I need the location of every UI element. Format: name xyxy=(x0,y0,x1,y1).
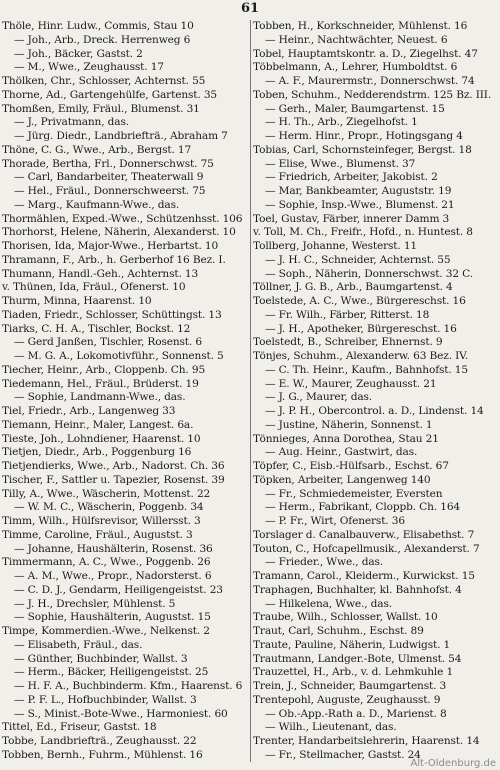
directory-entry: Tobias, Carl, Schornsteinfeger, Bergst. 18 xyxy=(253,143,472,156)
directory-entry: — J. H. C., Schneider, Achternst. 55 xyxy=(265,253,451,266)
watermark: Alt-Oldenburg.de xyxy=(410,758,496,769)
directory-entry: — Jürg. Diedr., Landbriefträ., Abraham 7 xyxy=(14,130,228,142)
directory-entry: — J. H., Apotheker, Bürgereschst. 16 xyxy=(265,322,457,335)
directory-entry: Tiecher, Heinr., Arb., Cloppenb. Ch. 95 xyxy=(2,363,206,376)
directory-entry: — Herm. Hinr., Propr., Hotingsgang 4 xyxy=(265,130,463,142)
directory-entry: — Gerd Janßen, Tischler, Rosenst. 6 xyxy=(14,336,202,349)
directory-entry: Tilly, A., Wwe., Wäscherin, Mottenst. 22 xyxy=(2,487,211,500)
directory-entry: Trenter, Handarbeitslehrerin, Haarenst. 14 xyxy=(253,735,480,747)
directory-entry: — H. F. A., Buchbinderm. Kfm., Haarenst. 6 xyxy=(14,680,243,692)
directory-entry: Touton, C., Hofcapellmusik., Alexanderst. 7 xyxy=(253,542,480,555)
directory-entry: Töllner, J. G. B., Arb., Baumgartenst. 4 xyxy=(253,281,453,294)
directory-entry: Toelstede, A. C., Wwe., Bürgereschst. 16 xyxy=(253,295,466,307)
directory-entry: Tiel, Friedr., Arb., Langenweg 33 xyxy=(2,405,176,417)
directory-entry: — Günther, Buchbinder, Wallst. 3 xyxy=(14,652,188,665)
directory-entry: — Frieder., Wwe., das. xyxy=(265,556,384,569)
directory-entry: Thorhorst, Helene, Näherin, Alexanderst. 10 xyxy=(2,226,236,239)
directory-entry: Tramann, Carol., Kleiderm., Kurwickst. 15 xyxy=(253,570,475,582)
directory-entry: Tobel, Hauptamtskontr. a. D., Ziegelhst. 47 xyxy=(253,47,478,60)
directory-entry: Tittel, Ed., Friseur, Gastst. 18 xyxy=(2,721,157,734)
column-divider xyxy=(250,20,251,762)
directory-entry: Tönjes, Schuhm., Alexanderw. 63 Bez. IV. xyxy=(253,350,469,362)
directory-entry: — Joh., Bäcker, Gastst. 2 xyxy=(14,47,143,60)
directory-entry: Tietjendierks, Wwe., Arb., Nadorst. Ch. 36 xyxy=(2,460,225,472)
directory-entry: — Gerh., Maler, Baumgartenst. 15 xyxy=(265,102,445,115)
directory-entry: Tobben, H., Korkschneider, Mühlenst. 16 xyxy=(253,20,468,32)
directory-entry: Traphagen, Buchhalter, kl. Bahnhofst. 4 xyxy=(253,583,462,596)
directory-entry: Thöne, C. G., Wwe., Arb., Bergst. 17 xyxy=(2,143,192,156)
directory-entry: Tieste, Joh., Lohndiener, Haarenst. 10 xyxy=(2,432,201,445)
directory-entry: — Heinr., Nachtwächter, Neuest. 6 xyxy=(265,33,448,46)
directory-entry: Traute, Pauline, Näherin, Ludwigst. 1 xyxy=(253,638,451,651)
directory-entry: — M., Wwe., Zeughausst. 17 xyxy=(14,61,164,74)
directory-entry: — P. Fr., Wirt, Ofenerst. 36 xyxy=(265,515,405,527)
directory-entry: Timme, Caroline, Fräul., Augustst. 3 xyxy=(2,528,193,541)
directory-entry: Többelmann, A., Lehrer, Humboldtst. 6 xyxy=(253,61,458,74)
directory-entry: Thumann, Handl.-Geh., Achternst. 13 xyxy=(2,267,199,280)
directory-entry: Toben, Schuhm., Nedderendstrm. 125 Bz. III. xyxy=(253,88,492,101)
directory-entry: Thölken, Chr., Schlosser, Achternst. 55 xyxy=(2,75,206,87)
directory-entry: — Marg., Kaufmann-Wwe., das. xyxy=(14,198,180,211)
directory-entry: Tollberg, Johanne, Westerst. 11 xyxy=(253,240,418,252)
directory-entry: Thurm, Minna, Haarenst. 10 xyxy=(2,295,152,307)
directory-entry: Thöle, Hinr. Ludw., Commis, Stau 10 xyxy=(2,20,194,32)
directory-entry: Timm, Wilh., Hülfsrevisor, Willersst. 3 xyxy=(2,515,201,527)
directory-entry: Timpe, Kommerdien.-Wwe., Nelkenst. 2 xyxy=(2,625,210,637)
directory-entry: — Justine, Näherin, Sonnenst. 1 xyxy=(265,418,433,431)
directory-entry: — W. M. C., Wäscherin, Poggenb. 34 xyxy=(14,501,204,514)
directory-entry: — A. M., Wwe., Propr., Nadorsterst. 6 xyxy=(14,570,212,582)
directory-entry: Töpfer, C., Eisb.-Hülfsarb., Eschst. 67 xyxy=(253,460,449,472)
directory-entry: — J. P. H., Obercontrol. a. D., Lindenst. 14 xyxy=(265,405,484,417)
directory-entry: — M. G. A., Lokomotivführ., Sonnenst. 5 xyxy=(14,350,224,362)
directory-entry: — H. Th., Arb., Ziegelhofst. 1 xyxy=(265,116,418,129)
directory-entry: Thorisen, Ida, Major-Wwe., Herbartst. 10 xyxy=(2,240,219,252)
directory-entry: Thomßen, Emily, Fräul., Blumenst. 31 xyxy=(2,102,200,115)
directory-entry: Trautmann, Landger.-Bote, Ulmenst. 54 xyxy=(253,652,462,665)
directory-entry: Thorne, Ad., Gartengehülfe, Gartenst. 35 xyxy=(2,88,217,101)
directory-entry: v. Toll, M. Ch., Freifr., Hofd., n. Huntest. 8 xyxy=(253,226,473,239)
directory-entry: Traube, Wilh., Schlosser, Wallst. 10 xyxy=(253,611,438,624)
directory-entry: — Fr., Stellmacher, Gastst. 24 xyxy=(265,748,421,761)
directory-entry: — C. Th. Heinr., Kaufm., Bahnhofst. 15 xyxy=(265,363,468,376)
directory-entry: Toel, Gustav, Färber, innerer Damm 3 xyxy=(253,212,450,225)
directory-entry: — Friedrich, Arbeiter, Jakobist. 2 xyxy=(265,171,438,184)
directory-entry: Tiaden, Friedr., Schlosser, Schüttingst. 13 xyxy=(2,308,222,321)
directory-entry: — A. F., Maurermstr., Donnerschwst. 74 xyxy=(265,75,475,87)
directory-entry: — Elise, Wwe., Blumenst. 37 xyxy=(265,157,416,170)
directory-entry: v. Thünen, Ida, Fräul., Ofenerst. 10 xyxy=(2,281,186,294)
directory-entry: Traut, Carl, Schuhm., Eschst. 89 xyxy=(253,625,424,637)
left-column xyxy=(2,20,248,762)
directory-entry: — Fr., Schmiedemeister, Eversten xyxy=(265,487,443,500)
directory-entry: — Elisabeth, Fräul., das. xyxy=(14,638,143,651)
directory-entry: — Carl, Bandarbeiter, Theaterwall 9 xyxy=(14,171,204,184)
directory-entry: — E. W., Maurer, Zeughausst. 21 xyxy=(265,377,437,390)
directory-entry: Thormählen, Exped.-Wwe., Schützenhsst. 106 xyxy=(2,212,243,225)
directory-entry: — Sophie, Haushälterin, Augustst. 15 xyxy=(14,611,211,624)
directory-entry: — J. G., Maurer, das. xyxy=(265,391,373,404)
directory-entry: Tietjen, Diedr., Arb., Poggenburg 16 xyxy=(2,446,192,459)
directory-entry: — Wilh., Lieutenant, das. xyxy=(265,721,397,734)
directory-entry: — Ob.-App.-Rath a. D., Marienst. 8 xyxy=(265,707,447,720)
directory-entry: — P. F. L., Hofbuchbinder, Wallst. 3 xyxy=(14,693,197,706)
directory-entry: — Soph., Näherin, Donnerschwst. 32 C. xyxy=(265,267,473,280)
directory-entry: Toelstedt, B., Schreiber, Ehnernst. 9 xyxy=(253,336,443,349)
directory-entry: Thramann, F., Arb., h. Gerberhof 16 Bez. I. xyxy=(2,253,226,266)
directory-entry: — Fr. Wilh., Färber, Ritterst. 18 xyxy=(265,308,430,321)
directory-entry: — Mar, Bankbeamter, Auguststr. 19 xyxy=(265,185,452,197)
directory-entry: — Johanne, Haushälterin, Rosenst. 36 xyxy=(14,542,213,555)
directory-entry: Tischer, F., Sattler u. Tapezier, Rosenst. 39 xyxy=(2,473,225,486)
directory-entry: — J., Privatmann, das. xyxy=(14,116,129,129)
directory-entry: — Herm., Fabrikant, Cloppb. Ch. 164 xyxy=(265,501,460,514)
directory-entry: — Hel., Fräul., Donnerschweerst. 75 xyxy=(14,185,206,197)
directory-entry: — C. D. J., Gendarm, Heiligengeistst. 23 xyxy=(14,583,223,596)
directory-entry: Timmermann, A. C., Wwe., Poggenb. 26 xyxy=(2,556,211,569)
directory-entry: Trentepohl, Auguste, Zeughausst. 9 xyxy=(253,693,441,706)
directory-entry: — S., Minist.-Bote-Wwe., Harmoniest. 60 xyxy=(14,707,228,720)
right-column xyxy=(253,20,499,762)
directory-entry: — Joh., Arb., Dreck. Herrenweg 6 xyxy=(14,33,191,46)
directory-entry: Tiarks, C. H. A., Tischler, Bockst. 12 xyxy=(2,322,191,335)
directory-entry: — Aug. Heinr., Gastwirt, das. xyxy=(265,446,418,459)
directory-entry: Tobben, Bernh., Fuhrm., Mühlenst. 16 xyxy=(2,748,203,761)
page-number: 61 xyxy=(240,1,260,16)
directory-entry: — Herm., Bäcker, Heiligengeistst. 25 xyxy=(14,666,209,679)
directory-entry: Tobbe, Landbriefträ., Zeughausst. 22 xyxy=(2,735,197,747)
directory-entry: Trein, J., Schneider, Baumgartenst. 3 xyxy=(253,680,447,692)
directory-entry: Tönnieges, Anna Dorothea, Stau 21 xyxy=(253,432,439,445)
directory-entry: — J. H., Drechsler, Mühlenst. 5 xyxy=(14,597,176,610)
directory-entry: Tiemann, Heinr., Maler, Langest. 6a. xyxy=(2,418,194,431)
directory-entry: Torslager d. Canalbauverw., Elisabethst. 7 xyxy=(253,528,475,541)
directory-entry: Tiedemann, Hel., Fräul., Brüderst. 19 xyxy=(2,377,199,390)
directory-entry: Thorade, Bertha, Frl., Donnerschwst. 75 xyxy=(2,157,214,170)
directory-entry: — Sophie, Insp.-Wwe., Blumenst. 21 xyxy=(265,198,455,211)
directory-entry: Töpken, Arbeiter, Langenweg 140 xyxy=(253,473,431,486)
directory-entry: Trauzettel, H., Arb., v. d. Lehmkuhle 1 xyxy=(253,666,454,679)
directory-entry: — Sophie, Landmann-Wwe., das. xyxy=(14,391,186,404)
directory-entry: — Hilkelena, Wwe., das. xyxy=(265,597,392,610)
